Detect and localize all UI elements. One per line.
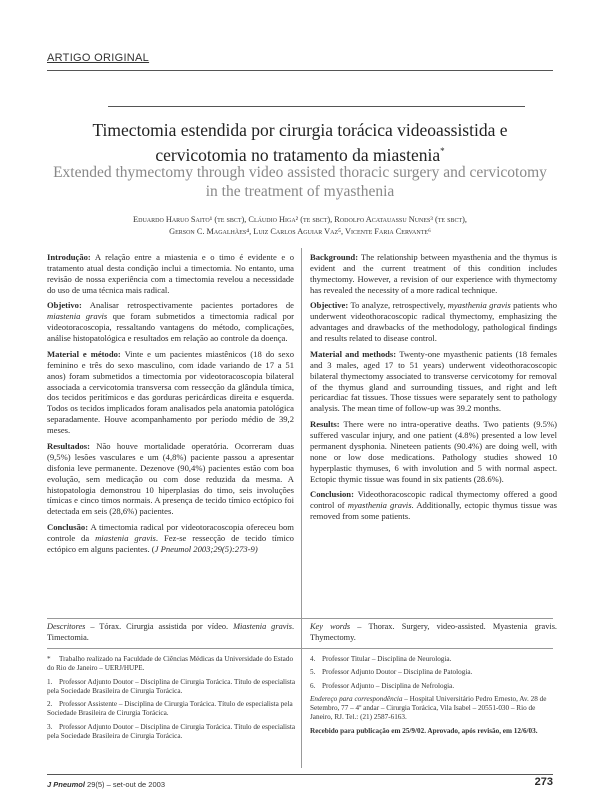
abstract-obj-label: Objective: xyxy=(310,300,349,311)
footnote-text: Professor Adjunto Doutor – Disciplina de Patologia. xyxy=(322,668,473,677)
resumo-conclusion: Conclusão: A timectomia radical por videotoracoscopia ofereceu bom controle da miastenia gravis. Fez-se ressecção de tecido tímico ectópico em alguns pacientes. (J Pneumol 2003;29(5):273-9) xyxy=(47,522,294,554)
keywords-pt-italic: Miastenia gravis xyxy=(233,622,292,631)
footnote-mark: 4. xyxy=(310,655,316,663)
abstract-con-text1: Videothoracoscopic radical thymectomy offered a good control of xyxy=(310,489,557,511)
keywords-pt-label: Descritores xyxy=(47,622,86,631)
footer-issue: 29(5) – set-out de 2003 xyxy=(84,780,165,789)
footnote-text: Trabalho realizado na Faculdade de Ciências Médicas da Universidade do Estado do Rio de Janeiro – UERJ/HUPE. xyxy=(47,655,294,673)
authors-line-1: Eduardo Haruo Saito¹ (te sbct), Cláudio Higa² (te sbct), Rodolfo Acatauassu Nunes³ (te sbct), xyxy=(133,215,467,224)
resumo-con-text2: . Fez-se ressecção de tecido tímico ectópico em alguns pacientes. xyxy=(47,532,294,554)
correspondence-address xyxy=(310,695,556,723)
abstract-con-text2: . Additionally, ectopic thymus tissue was removed from some patients. xyxy=(310,500,557,522)
resumo-citation: J Pneumol 2003;29(5):273-9) xyxy=(154,543,258,554)
title-rule xyxy=(108,106,525,107)
resumo-column xyxy=(47,252,294,560)
resumo-con-label: Conclusão: xyxy=(47,522,89,533)
footnotes-left xyxy=(47,655,297,745)
abstract-column xyxy=(310,252,557,527)
title-pt-mark: * xyxy=(440,146,445,156)
title-portuguese xyxy=(47,120,553,166)
authors-line-2: Gerson C. Magalhães⁴, Luiz Carlos Aguiar Vaz⁵, Vicente Faria Cervante⁶ xyxy=(169,227,431,236)
abstract-met-text: Twenty-one myasthenic patients (18 females and 3 males, aged 17 to 51 years) underwent videothoracoscopic bilateral thymectomy associated to transverse cervicotomy for removal of the thymus gland and surrounding tissues, and right and left pericardiac fat tissues. Those tissues were separately sent to pathology analysis. The mean time of follow-up was 39.2 months. xyxy=(310,348,557,414)
abstract-res-label: Results: xyxy=(310,419,340,430)
resumo-intro-text: A relação entre a miastenia e o timo é evidente e o tratamento atual desta condição inclui a timectomia. No entanto, uma revisão de nossa experiência com a timectomia revelou a necessidade do uso de uma técnica mais radical. xyxy=(47,252,294,295)
footnote-mark: 5. xyxy=(310,668,316,677)
abstract-bg-label: Background: xyxy=(310,252,359,262)
abstract-con-italic: myasthenia gravis xyxy=(347,500,412,511)
footnote-text: Professor Adjunto Doutor – Disciplina de Cirurgia Torácica. Título de especialista pela Sociedade Brasileira de Cirurgia Torácica. xyxy=(47,677,296,695)
page-number: 273 xyxy=(534,776,553,788)
resumo-obj-text2: que foram submetidos a timectomia radical por videotoracoscopia, ressaltando vantagens do método, complicações, análise histopatológica e resultados em relação ao controle da doença. xyxy=(47,311,294,344)
footnote-mark: 1. xyxy=(47,677,53,686)
keywords-en-label: Key words xyxy=(310,622,351,631)
resumo-intro-label: Introdução: xyxy=(47,252,91,262)
resumo-con-italic: miastenia gravis xyxy=(95,532,156,543)
keywords-pt-text1: – Tórax. Cirurgia assistida por vídeo. xyxy=(85,622,234,631)
resumo-methods xyxy=(47,349,294,436)
resumo-objective xyxy=(47,300,294,344)
abstract-conclusion xyxy=(310,489,557,522)
footer-journal xyxy=(47,780,165,789)
footer-rule xyxy=(47,774,553,775)
footnote-mark: 6. xyxy=(310,681,316,690)
resumo-met-label: Material e método: xyxy=(47,348,121,359)
footnotes-right xyxy=(310,655,556,740)
footnote-text: Professor Adjunto – Disciplina de Nefrologia. xyxy=(322,681,455,690)
keywords-en-text: – Thorax. Surgery, video-assisted. Myastenia gravis. Thymectomy. xyxy=(310,622,557,642)
abstract-obj-text2: patients who underwent videothoracoscopic radical thymectomy, emphasizing the advantages and drawbacks of the methodology, pathological findings and results related to disease control. xyxy=(310,300,558,344)
footnote xyxy=(47,700,297,719)
resumo-met-text: Vinte e um pacientes miastênicos (18 do sexo feminino e três do sexo masculino, com idade variando de 17 a 51 anos) foram submetidos a timectomia por videotoracoscopia bilateral associada a cervicotomia transversa com ressecção da glândula tímica, dos tecidos peritímicos e das gorduras pericárdicas direita e esquerda. Todos os tecidos implicados foram analisados pela anatomia patológica separadamente. Houve acompanhamento por período médio de 39,2 meses. xyxy=(47,348,295,436)
resumo-res-label: Resultados: xyxy=(47,440,90,451)
column-divider xyxy=(301,248,302,768)
author-list xyxy=(47,214,553,238)
keywords-portuguese xyxy=(47,622,294,644)
title-english: Extended thymectomy through video assisted thoracic surgery and cervicotomy in the treatment of myasthenia xyxy=(53,164,547,200)
received-date: Recebido para publicação em 25/9/02. Aprovado, após revisão, em 12/6/03. xyxy=(310,726,538,735)
footnote-mark: 3. xyxy=(47,722,53,731)
abstract-methods xyxy=(310,349,557,414)
abstract-bg-text: The relationship between myasthenia and the thymus is evident and the current treatment of this condition includes thymectomy. However, a revision of our experience with thymectomy has revealed the necessity of a more radical technique. xyxy=(310,252,558,295)
correspondence-text: – Hospital Universitário Pedro Ernesto, Av. 28 de Setembro, 77 – 4º andar – Cirurgia Torácica, Vila Isabel – 20551-030 – Rio de Janeiro, RJ. Tel.: (21) 2587-6163. xyxy=(310,694,547,722)
resumo-obj-text1: Analisar retrospectivamente pacientes portadores de xyxy=(89,300,294,311)
resumo-obj-label: Objetivo: xyxy=(47,300,82,311)
abstract-met-label: Material and methods: xyxy=(310,348,397,359)
footnote xyxy=(310,682,556,691)
resumo-res-text: Não houve mortalidade operatória. Ocorreram duas (9,5%) lesões vasculares e um (4,8%) paciente passou a apresentar disfonia leve permanente. Dezenove (90,4%) pacientes estão com boa evolução, sem medicação ou com dose reduzida da mesma. A histopatologia demonstrou 10 hiperplasias do timo, seis involuções tímicas e cinco timos normais. A presença de tecido tímico ectópico foi detectada em seis (28,6%) pacientes. xyxy=(47,440,294,517)
correspondence-label: Endereço para correspondência xyxy=(310,694,403,703)
abstract-con-label: Conclusion: xyxy=(310,489,354,500)
footnote xyxy=(310,655,556,664)
abstract-objective xyxy=(310,300,557,344)
keywords-pt-text2: . Timectomia. xyxy=(47,622,295,642)
abstract-obj-italic: myasthenia gravis xyxy=(447,300,511,311)
abstract-res-text: There were no intra-operative deaths. Two patients (9.5%) suffered vascular injury, and one patient (4.8%) presented a low level permanent dysphonia. Nineteen patients (90.4%) are doing well, with none or low dose medications. Pathology studies showed 10 hyperplastic thymuses, 6 with involution and 5 with normal aspect. Ectopic thymic tissue was found in six patients (28.6%). xyxy=(310,419,557,484)
footnote-mark: * xyxy=(47,655,51,663)
abstract-results xyxy=(310,419,557,484)
top-rule xyxy=(47,70,553,71)
resumo-intro xyxy=(47,252,294,296)
resumo-results xyxy=(47,441,294,517)
keywords-rule-bottom xyxy=(47,648,553,649)
footnote-text: Professor Titular – Disciplina de Neurologia. xyxy=(322,655,452,663)
footnote-mark: 2. xyxy=(47,700,53,709)
keywords-english xyxy=(310,622,557,644)
abstract-background xyxy=(310,252,557,296)
footnote-text: Professor Adjunto Doutor – Disciplina de Cirurgia Torácica. Título de especialista pela Sociedade Brasileira de Cirurgia Torácica. xyxy=(47,722,296,741)
footnote xyxy=(310,668,556,677)
keywords-rule-top xyxy=(47,618,553,619)
resumo-obj-italic: miastenia gravis xyxy=(47,311,108,322)
resumo-con-text1: A timectomia radical por videotoracoscopia ofereceu bom controle da xyxy=(47,522,294,543)
title-pt-text: Timectomia estendida por cirurgia torácica videoassistida e cervicotomia no tratamento da miastenia xyxy=(92,120,508,165)
footnote xyxy=(47,723,297,742)
footnote xyxy=(47,678,297,697)
footnote-text: Professor Assistente – Disciplina de Cirurgia Torácica. Título de especialista pela Sociedade Brasileira de Cirurgia Torácica. xyxy=(47,700,293,718)
abstract-obj-text1: To analyze, retrospectively, xyxy=(350,300,448,311)
section-label: ARTIGO ORIGINAL xyxy=(47,52,150,64)
footnote xyxy=(47,655,297,674)
footer-journal-name: J Pneumol xyxy=(47,780,85,789)
